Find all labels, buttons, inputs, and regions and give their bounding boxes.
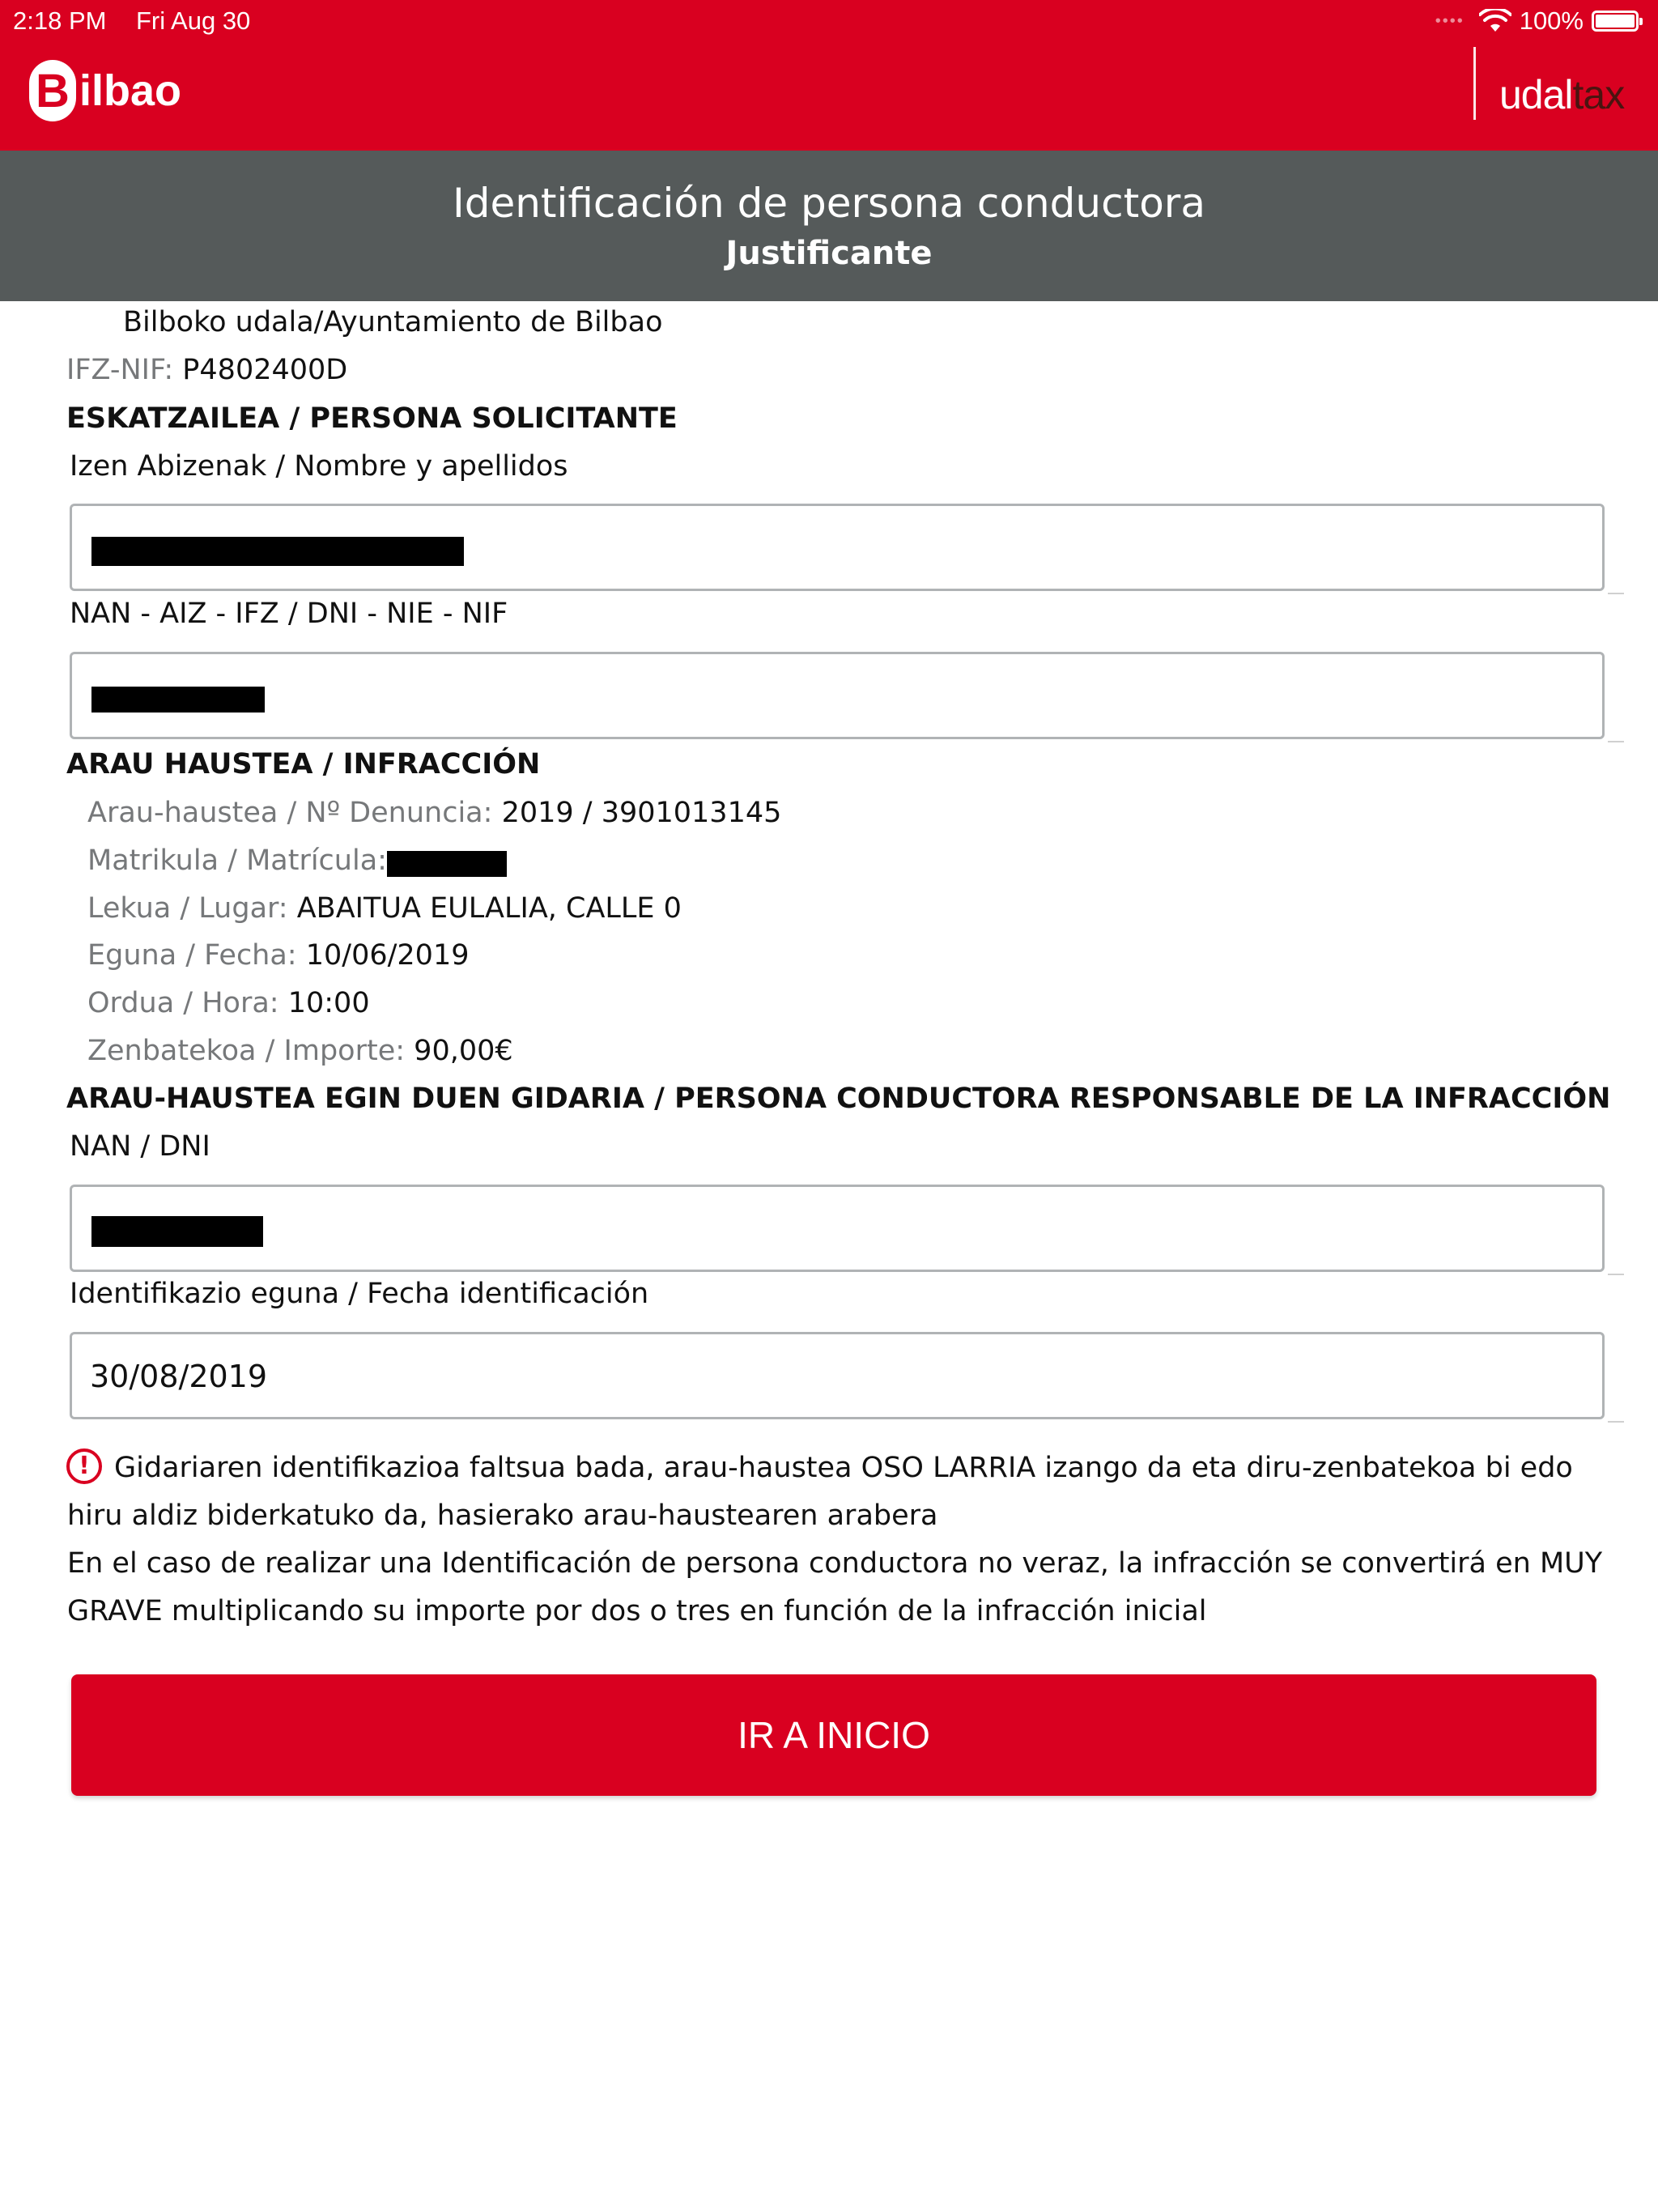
wifi-icon [1479,9,1511,33]
infraction-value: 10:00 [287,987,370,1019]
infraction-row-place [87,892,682,925]
logo-badge: B [29,60,76,121]
header-divider [1473,47,1476,120]
go-home-button[interactable]: IR A INICIO [71,1674,1596,1796]
status-bar [0,0,1658,42]
infraction-label: Eguna / Fecha: [87,939,297,972]
driver-date-value: 30/08/2019 [90,1359,268,1394]
warning-text-es: En el caso de realizar una Identificación de persona conductora no veraz, la infracción se convertirá en MUY GRAVE multiplicando su importe por dos o tres en función de la infracción inicial [67,1547,1603,1627]
battery-percent: 100% [1519,6,1584,35]
infraction-value: 90,00€ [414,1035,513,1067]
page-title: Identificación de persona conductora [452,180,1205,227]
driver-date-label: Identifikazio eguna / Fecha identificación [70,1278,649,1310]
status-date: Fri Aug 30 [136,6,251,35]
infraction-heading: ARAU HAUSTEA / INFRACCIÓN [66,748,541,781]
redacted-value [91,1216,263,1247]
applicant-id-field[interactable] [70,652,1605,739]
driver-dni-label: NAN / DNI [70,1130,210,1163]
udaltax-logo [1499,71,1624,118]
infraction-label: Lekua / Lugar: [87,892,288,925]
page-subtitle: Justificante [725,235,933,272]
infraction-row-date [87,939,469,972]
infraction-value: ABAITUA EULALIA, CALLE 0 [296,892,682,925]
issuer-nif-label: IFZ-NIF: [66,354,174,386]
battery-icon [1592,11,1639,32]
warning-icon: ! [66,1448,102,1484]
status-indicators [1435,6,1639,36]
signal-icon: •••• [1435,11,1465,30]
field-separator [1608,593,1624,594]
driver-heading: ARAU-HAUSTEA EGIN DUEN GIDARIA / PERSONA CONDUCTORA RESPONSABLE DE LA INFRACCIÓN [66,1083,1611,1115]
infraction-label: Zenbatekoa / Importe: [87,1035,406,1067]
logo-text: ilbao [79,66,182,115]
infraction-label: Ordua / Hora: [87,987,279,1019]
issuer-nif-value: P4802400D [182,354,348,386]
applicant-name-label: Izen Abizenak / Nombre y apellidos [70,450,568,483]
app-header [0,42,1658,151]
infraction-row-plate [87,844,387,877]
infraction-row-time [87,987,370,1019]
status-time: 2:18 PM [13,6,107,35]
udaltax-logo-tax: tax [1572,72,1625,117]
driver-dni-field[interactable] [70,1185,1605,1272]
applicant-name-field[interactable] [70,504,1605,591]
applicant-id-label: NAN - AIZ - IFZ / DNI - NIE - NIF [70,598,508,630]
bilbao-logo[interactable] [29,60,181,121]
infraction-row-number [87,797,781,829]
infraction-label: Matrikula / Matrícula: [87,844,387,877]
applicant-heading: ESKATZAILEA / PERSONA SOLICITANTE [66,402,678,435]
redacted-plate [387,851,507,877]
infraction-label: Arau-haustea / Nº Denuncia: [87,797,493,829]
field-separator [1608,1421,1624,1423]
issuer-nif [66,354,347,386]
page-title-bar [0,151,1658,301]
field-separator [1608,1274,1624,1275]
warning-text-eu: Gidariaren identifikazioa faltsua bada, arau-haustea OSO LARRIA izango da eta diru-zenbatekoa bi edo hiru aldiz biderkatuko da, hasierako arau-haustearen arabera [67,1452,1573,1532]
udaltax-logo-udal: udal [1499,72,1573,117]
infraction-value: 10/06/2019 [305,939,470,972]
infraction-row-amount [87,1035,513,1067]
redacted-value [91,687,265,713]
driver-date-field[interactable] [70,1332,1605,1419]
issuer-name: Bilboko udala/Ayuntamiento de Bilbao [123,306,663,338]
field-separator [1608,741,1624,742]
infraction-value: 2019 / 3901013145 [501,797,782,829]
redacted-value [91,537,464,566]
